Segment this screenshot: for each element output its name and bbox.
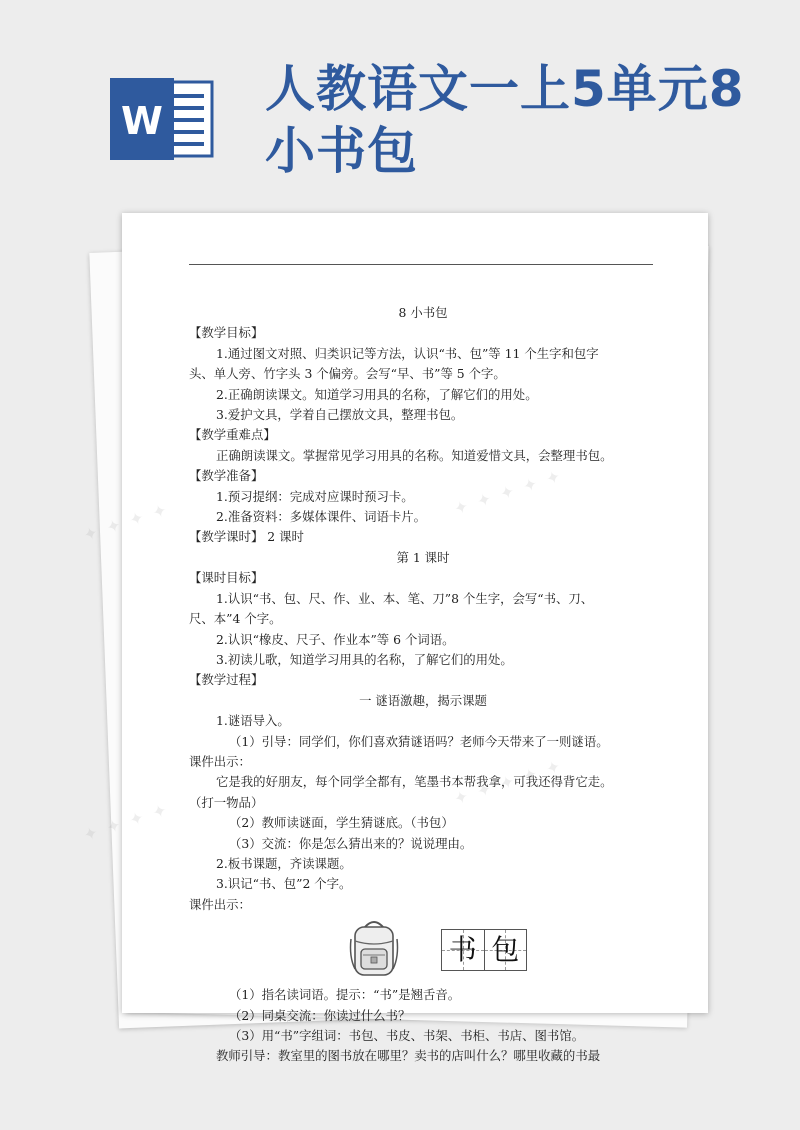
text-line: （1）指名读词语。提示：“书”是翘舌音。 — [229, 987, 461, 1003]
document-body — [189, 303, 657, 1067]
text-line: 1.预习提纲：完成对应课时预习卡。 — [216, 488, 414, 504]
text-line: 2.正确朗读课文。知道学习用具的名称，了解它们的用处。 — [216, 386, 538, 402]
text-line: 【教学重难点】 — [189, 427, 276, 443]
text-line: 2.准备资料：多媒体课件、词语卡片。 — [216, 509, 427, 525]
text-line: 1.谜语导入。 — [216, 713, 290, 729]
text-line: 1.认识“书、包、尺、作、业、本、笔、刀”8 个生字，会写“书、刀、 — [216, 590, 594, 606]
character-card — [441, 929, 527, 971]
text-line: 【教学准备】 — [189, 468, 264, 484]
character-cell — [484, 930, 527, 970]
text-line: 【教学课时】 2 课时 — [189, 529, 304, 545]
header-rule — [189, 264, 653, 265]
text-line: （3）用“书”字组词：书包、书皮、书架、书柜、书店、图书馆。 — [229, 1028, 585, 1043]
backpack-icon — [347, 917, 401, 979]
text-line: 头、单人旁、竹字头 3 个偏旁。会写“早、书”等 5 个字。 — [189, 366, 506, 382]
text-line: 【教学目标】 — [189, 325, 264, 341]
text-line: 尺、本”4 个字。 — [189, 611, 282, 627]
text-line: 3.爱护文具，学着自己摆放文具，整理书包。 — [216, 407, 464, 423]
lesson-title: 8 小书包 — [398, 305, 448, 320]
text-line: （2）教师读谜面，学生猜谜底。（书包） — [229, 815, 454, 831]
text-line: 1.通过图文对照、归类识记等方法，认识“书、包”等 11 个生字和包字 — [216, 345, 599, 361]
document-lines-top — [189, 323, 657, 915]
character-bao: 包 — [491, 932, 520, 966]
document-lines-bottom — [189, 985, 657, 1067]
text-line: 一 谜语激趣，揭示课题 — [359, 692, 487, 708]
courseware-figure — [189, 917, 657, 981]
watermark-mark: ✦ ✦ ✦ ✦ ✦ — [451, 756, 566, 810]
text-line: 2.认识“橡皮、尺子、作业本”等 6 个词语。 — [216, 631, 455, 647]
text-line: 第 1 课时 — [396, 549, 450, 565]
text-line: （2）同桌交流：你读过什么书？ — [229, 1007, 411, 1023]
text-line: 2.板书课题，齐读课题。 — [216, 855, 352, 871]
svg-text:W: W — [121, 99, 163, 143]
text-line: 课件出示： — [189, 753, 251, 769]
text-line: 3.识记“书、包”2 个字。 — [216, 876, 352, 892]
text-line: 课件出示： — [189, 896, 251, 912]
character-cell — [442, 930, 484, 970]
text-line: 【课时目标】 — [189, 570, 264, 586]
text-line: 3.初读儿歌，知道学习用具的名称，了解它们的用处。 — [216, 651, 513, 667]
watermark-mark: ✦ ✦ ✦ ✦ — [81, 799, 172, 847]
text-line: 【教学过程】 — [189, 672, 264, 688]
text-line: 正确朗读课文。掌握常见学习用具的名称。知道爱惜文具，会整理书包。 — [216, 447, 613, 463]
text-line: （3）交流：你是怎么猜出来的？说说理由。 — [229, 835, 473, 851]
document-title-line-1: 人教语文一上5单元8 — [265, 60, 745, 118]
text-line: （1）引导：同学们，你们喜欢猜谜语吗？老师今天带来了一则谜语。 — [229, 733, 609, 749]
word-document-icon — [108, 76, 214, 162]
document-page — [81, 213, 708, 1064]
watermark-mark: ✦ ✦ ✦ ✦ ✦ — [451, 466, 566, 520]
character-shu: 书 — [448, 932, 477, 966]
text-line: 它是我的好朋友，每个同学全都有，笔墨书本帮我拿，可我还得背它走。 — [216, 774, 613, 790]
text-line: 教师引导：教室里的图书放在哪里？卖书的店叫什么？哪里收藏的书最 — [216, 1048, 601, 1064]
document-title-line-2: 小书包 — [265, 122, 418, 180]
watermark-mark: ✦ ✦ ✦ ✦ — [81, 499, 172, 547]
text-line: （打一物品） — [189, 794, 264, 810]
document-title — [265, 58, 785, 182]
